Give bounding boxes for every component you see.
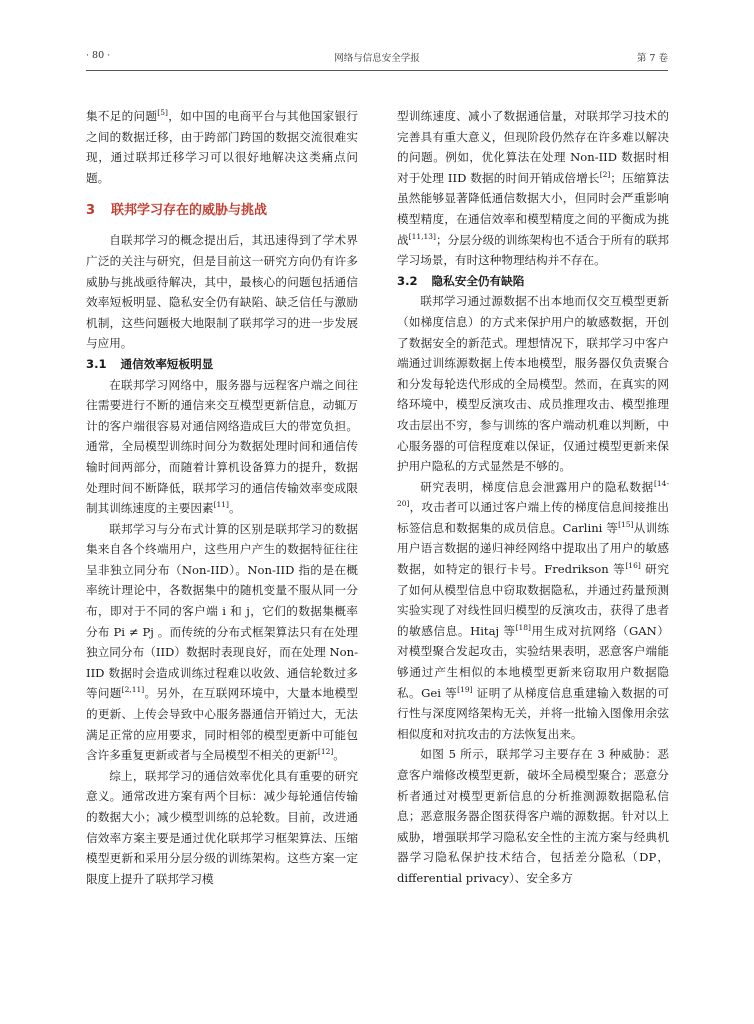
journal-name: 网络与信息安全学报 [334, 53, 420, 64]
paragraph: 集不足的问题[5]，如中国的电商平台与其他国家银行之间的数据迁移，由于跨部门跨国的数据交流很难实现，通过联邦迁移学习可以很好地解决这类痛点问题。 [86, 108, 358, 185]
citation-ref: [2] [599, 169, 611, 179]
paragraph: 联邦学习通过源数据不出本地而仅交互模型更新（如梯度信息）的方式来保护用户的敏感数据，开创了数据安全的新范式。理想情况下，联邦学习中客户端通过训练源数据上传本地模型，服务器仅负责聚合和分发每轮迭代形成的全局模型。然而，在真实的网络环境中，模型反演攻击、成员推理攻击、模型推理攻击层出不穷，参与训练的客户端动机难以判断，中心服务器的可信程度难以保证，仅通过模型更新来保护用户隐私的方式显然是不够的。 [397, 294, 669, 474]
paragraph: 在联邦学习网络中，服务器与远程客户端之间往往需要进行不断的通信来交互模型更新信息，动辄万计的客户端很容易对通信网络造成巨大的带宽负担。通常，全局模型训练时间分为数据处理时间和通信传输时间两部分，而随着计算机设备算力的提升，数据处理时间不断降低，联邦学习的通信传输效率变成限制其训练速度的主要因素[11]。 [86, 377, 358, 516]
subsection-title: 隐私安全仍有缺陷 [431, 273, 525, 288]
right-column [397, 106, 669, 889]
subsection-number: 3.2 [397, 273, 418, 288]
citation-ref: [11,13] [408, 231, 436, 241]
citation-ref: [11] [213, 500, 229, 510]
paragraph: 研究表明，梯度信息会泄露用户的隐私数据[14-20]，攻击者可以通过客户端上传的梯度信息间接推出标签信息和数据集的成员信息。Carlini 等[15]从训练用户语言数据的递归神经网络中提取出了用户的敏感数据，如特定的银行卡号。Fredrikson 等[16] 研究了如何从模型信息中窃取数据隐私，并通过药量预测实验实现了对线性回归模型的反演攻击，获得了患者的敏感信息。Hitaj 等[18]用生成对抗网络（GAN）对模型聚合发起攻击，实验结果表明，恶意客户端能够通过产生相似的本地模型更新来窃取用户数据隐私。Gei 等[19] 证明了从梯度信息重建输入数据的可行性与深度网络架构无关，并将一批输入图像用余弦相似度和对抗攻击的方法恢复出来。 [397, 478, 670, 741]
page-number: · 80 · [86, 50, 111, 61]
subsection-heading [397, 271, 669, 292]
subsection-number: 3.1 [86, 356, 107, 371]
citation-ref: [19] [457, 684, 473, 694]
citation-ref: [5] [157, 108, 168, 118]
citation-ref: [16] [625, 561, 641, 571]
citation-ref: [2,11] [121, 685, 145, 695]
section-number: 3 [86, 203, 96, 219]
running-header [86, 46, 668, 66]
paragraph: 自联邦学习的概念提出后，其迅速得到了学术界广泛的关注与研究，但是目前这一研究方向仍有许多威胁与挑战亟待解决，其中，最核心的问题包括通信效率短板明显、隐私安全仍有缺陷、缺乏信任与激励机制，这些问题极大地限制了联邦学习的进一步发展与应用。 [86, 233, 358, 351]
citation-ref: [18] [515, 622, 531, 632]
section-heading [86, 200, 358, 222]
citation-ref: [12] [317, 747, 334, 757]
paragraph: 联邦学习与分布式计算的区别是联邦学习的数据集来自各个终端用户，这些用户产生的数据特征往往呈非独立同分布（Non-IID）。Non-IID 指的是在概率统计理论中，各数据集中的随机变量不服从同一分布，即对于不同的客户端 i 和 j，它们的数据集概率分布 Pi ≠ Pj 。而传统的分布式框架算法只有在处理独立同分布（IID）数据时表现良好，而在处理 Non-IID 数据时会造成训练过程难以收敛、通信轮数过多等问题[2,11]。另外，在互联网环境中，大量本地模型的更新、上传会导致中心服务器通信开销过大，无法满足正常的应用要求，同时相邻的模型更新中可能包含许多重复更新或者与全局模型不相关的更新[12]。 [86, 521, 358, 763]
citation-ref: [14-20] [397, 478, 669, 509]
subsection-title: 通信效率短板明显 [120, 356, 214, 371]
subsection-heading [86, 354, 358, 375]
citation-ref: [15] [618, 520, 634, 530]
paragraph: 型训练速度、减小了数据通信量，对联邦学习技术的完善具有重大意义，但现阶段仍然存在许多难以解决的问题。例如，优化算法在处理 Non-IID 数据时相对于处理 IID 数据的时间开销成倍增长[2]；压缩算法虽然能够显著降低通信数据大小，但同时会严重影响模型精度，在通信效率和模型精度之间的平衡成为挑战[11,13]；分层分级的训练架构也不适合于所有的联邦学习场景，有时这种物理结构并不存在。 [397, 109, 669, 268]
volume-label: 第 7 卷 [636, 53, 668, 64]
paragraph: 综上，联邦学习的通信效率优化具有重要的研究意义。通常改进方案有两个目标：减少每轮通信传输的数据大小；减少模型训练的总轮数。目前，改进通信效率方案主要是通过优化联邦学习框架算法、压缩模型更新和采用分层分级的训练架构。这些方案一定限度上提升了联邦学习模 [86, 768, 358, 886]
section-title: 联邦学习存在的威胁与挑战 [111, 203, 268, 219]
header-divider [86, 70, 668, 71]
left-column [86, 106, 358, 889]
paragraph: 如图 5 所示，联邦学习主要存在 3 种威胁：恶意客户端修改模型更新，破坏全局模型聚合；恶意分析者通过对模型更新信息的分析推测源数据隐私信息；恶意服务器企图获得客户端的源数据。针对以上威胁，增强联邦学习隐私安全性的主流方案与经典机器学习隐私保护技术结合，包括差分隐私（DP，differential privacy）、安全多方 [397, 747, 669, 885]
